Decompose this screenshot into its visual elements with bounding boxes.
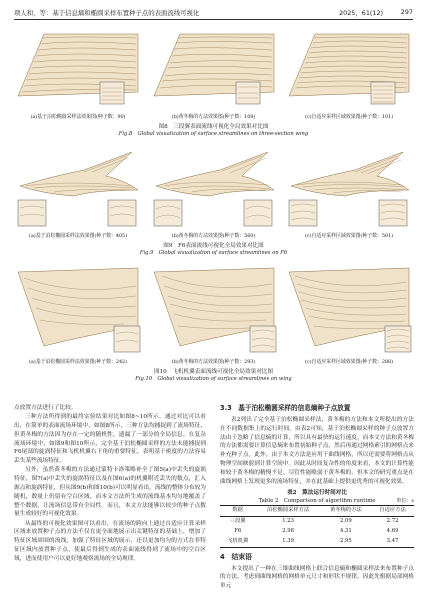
table-caption-en-text: Table 2 Comparison of algorithm runtime: [258, 498, 376, 505]
table-cell: 2.09: [340, 518, 352, 525]
page-header: [14, 6, 413, 20]
figure-10-subcaption-b: (b)黄冬梅的方法效果图(种子数：293): [171, 359, 256, 365]
left-column: [14, 404, 206, 564]
table-header: 黄冬梅的方法: [330, 507, 362, 514]
paragraph: 另外，虽然黄冬梅的方法通过蒙特卡洛策略补全了图5(a)中丢失的旋涡特征，图7(a)中丢失的旋涡特征以及在图6(a)的机翼附近丢失的数点，汇入源点和旋涡特征，但从图9(b)和图10(b)可以明显看出，流线的整体分布较为随机，数量上仍留有空白区域。而本文方法所生成的流线基本均匀地覆盖了整个数据，让流场信息带有全局性。而且，本文方法能够以较少的种子点数量生成较好的可视化效果。: [14, 467, 206, 518]
wing-streamline-image: [14, 26, 142, 108]
figure-10-subcaption-a: (a)基于泊松椭圆采样法效果图(种子数：242): [29, 359, 127, 365]
figure-10-panel-c: [285, 266, 413, 354]
table-caption-cn: 表2 算法运行时间对比: [287, 490, 347, 497]
paragraph: 从最终的可视化效果图可以看出，在流场的跨向上通过自适应计算采样区域来放置种子点的方法不仅在更全面地展示出关键特征的基础上，增加了特征区域周围的流线，加强了特征区域的展示，还以更加均匀的方式在非特征区域内放置种子点，使最后得到生成的表面流线得到了流场中的空白区域，进而使用户可以更好地观察流场的全局规律。: [14, 520, 206, 562]
aircraft-wing-streamline-image: [150, 266, 278, 354]
figure-8-subcaption-a: (a)基于泊松椭圆采样法效果图(种子数：90): [30, 114, 126, 120]
table-cell: 4.69: [386, 527, 399, 534]
table-header-row: [220, 506, 414, 517]
paragraph: 点放置方法进行了比较。: [14, 405, 77, 411]
paragraph: 表2列出了完全基于泊松椭圆采样法、黄冬梅的方法和本文所提出的方法在不同数据集上的运行时间。由表2可知，基于泊松椭圆采样的种子点放置方法由于忽略了信息熵的计算，所以具有最快的运行速度。而本文方法和黄冬梅的方法都需要计算信息熵来布置初始种子点，然后再通过网格索引的网格点来补充种子点。此外，由于本文方法是应用于曲线网格，所以还需要将网格点从物理空间映射到计算空间中。因此从时间复杂性的角度来看，本文的计算性能和较于黄冬梅的精慢不足。尽管性能略弱于黄冬梅的，但本文的研究重点是在曲线网格上发现更多的流场特征，并在此基础上提供更优秀的可视化效果。: [220, 417, 414, 485]
table-row: [220, 527, 414, 537]
page-number: 297: [400, 8, 413, 16]
figure-8: [14, 26, 413, 136]
table-cell: 2.98: [282, 527, 294, 534]
table-cell: 1.39: [282, 537, 294, 544]
figure-9-panel-a: [14, 146, 142, 228]
figure-10-subcaption-c: (c)自适应采样区域效果图(种子数：288): [305, 359, 393, 365]
table-header: 自适应方法: [379, 507, 406, 514]
figure-10-panel-a: [14, 266, 142, 354]
table-cell: 3.47: [386, 537, 399, 544]
figure-9-caption-en: Fig.9 Global visualization of surface streamlines on F6: [139, 250, 288, 256]
figure-8-caption-cn: 图8 三段翼表面流线可视化全局效果对比图: [158, 124, 269, 130]
figure-9-panel-b: [150, 146, 278, 228]
table-unit: 单位：s: [396, 498, 414, 505]
table-cell: 2.95: [340, 537, 352, 544]
table-row: [220, 517, 414, 527]
figure-10-panel-b: [150, 266, 278, 354]
figure-9-subcaption-b: (b)黄冬梅的方法效果图(种子数：560): [171, 233, 256, 239]
paragraph: 三种方法所得到的最终实验结果对比如图8~10所示。通过对比可以看出，在简单的表面流场环境中，如图8所示，三种方法均捕捉到了流场特征，但黄冬梅的方法因为存在一定的随机性，遗漏了一部分的全局信息。在复杂流场环境中，如图9和图10所示，完全基于泊松椭圆采样的方法未能捕捉到F6尾部的旋涡特征和飞机机翼右下角的重要特征，表明基于密度的方法容易丢失某些流场特征。: [14, 414, 206, 465]
table-cell: 2.72: [386, 518, 399, 525]
running-title: 项人和，等：基于信息熵和椭圆采样布置种子点的表面流线可视化: [14, 9, 200, 17]
aircraft-wing-streamline-image: [285, 266, 413, 354]
figure-8-subcaption-c: (c)自适应采样区域效果图(种子数：101): [305, 114, 393, 120]
figure-8-panel-c: [285, 26, 413, 108]
table-cell: 三段翼: [229, 518, 246, 525]
figure-10-caption-cn: 图10 飞机机翼表面流线可视化全局效果对比图: [154, 369, 273, 375]
figure-9-subcaption-c: (c)自适应采样区域效果图(种子数：501): [305, 233, 393, 239]
table-row: [220, 537, 414, 547]
wing-streamline-image: [285, 26, 413, 108]
f6-streamline-image: [285, 146, 413, 228]
figure-8-panel-b: [150, 26, 278, 108]
section-heading: 4 结束语: [220, 552, 252, 561]
table-cell: 4.31: [340, 527, 352, 534]
header-rule: [14, 19, 413, 20]
wing-streamline-image: [150, 26, 278, 108]
figure-10-caption-en: Fig.10 Global visualization of surface streamlines on wing: [135, 376, 292, 382]
figure-8-panel-a: [14, 26, 142, 108]
table-header: 数据: [232, 507, 244, 514]
table-cell: 飞机机翼: [227, 537, 249, 544]
runtime-table: [220, 505, 414, 547]
figure-8-caption-en: Fig.8 Global visualization of surface streamlines on three-section wing: [118, 131, 309, 137]
table-caption-en: [220, 497, 414, 505]
f6-streamline-image: [14, 146, 142, 228]
right-column: [220, 404, 414, 591]
table-header: 泊松椭圆采样方法: [266, 507, 310, 514]
figure-10: [14, 266, 413, 386]
figure-8-subcaption-b: (b)黄冬梅的方法效果图(种子数：109): [171, 114, 256, 120]
issue-number: 2025，61(12): [339, 9, 383, 17]
aircraft-wing-streamline-image: [14, 266, 142, 354]
f6-streamline-image: [150, 146, 278, 228]
table-cell: 1.23: [282, 518, 294, 525]
figure-9-subcaption-a: (a)基于泊松椭圆采样法效果图(种子数：405): [29, 233, 127, 239]
figure-9: [14, 146, 413, 256]
figure-9-panel-c: [285, 146, 413, 228]
paragraph: 本文提出了一种在三维曲线网格上联合信息熵和椭圆采样法来布置种子点的方法。考虑到曲线网格的网格单元尺寸和形状不规律，因此先根据局部网格单元: [220, 565, 414, 590]
figure-9-caption-cn: 图9 F6表面流线可视化全局效果对比图: [163, 243, 264, 249]
table-cell: F6: [234, 527, 242, 534]
section-heading: 3.3 基于泊松椭圆采样的信息熵种子点放置: [220, 404, 351, 412]
